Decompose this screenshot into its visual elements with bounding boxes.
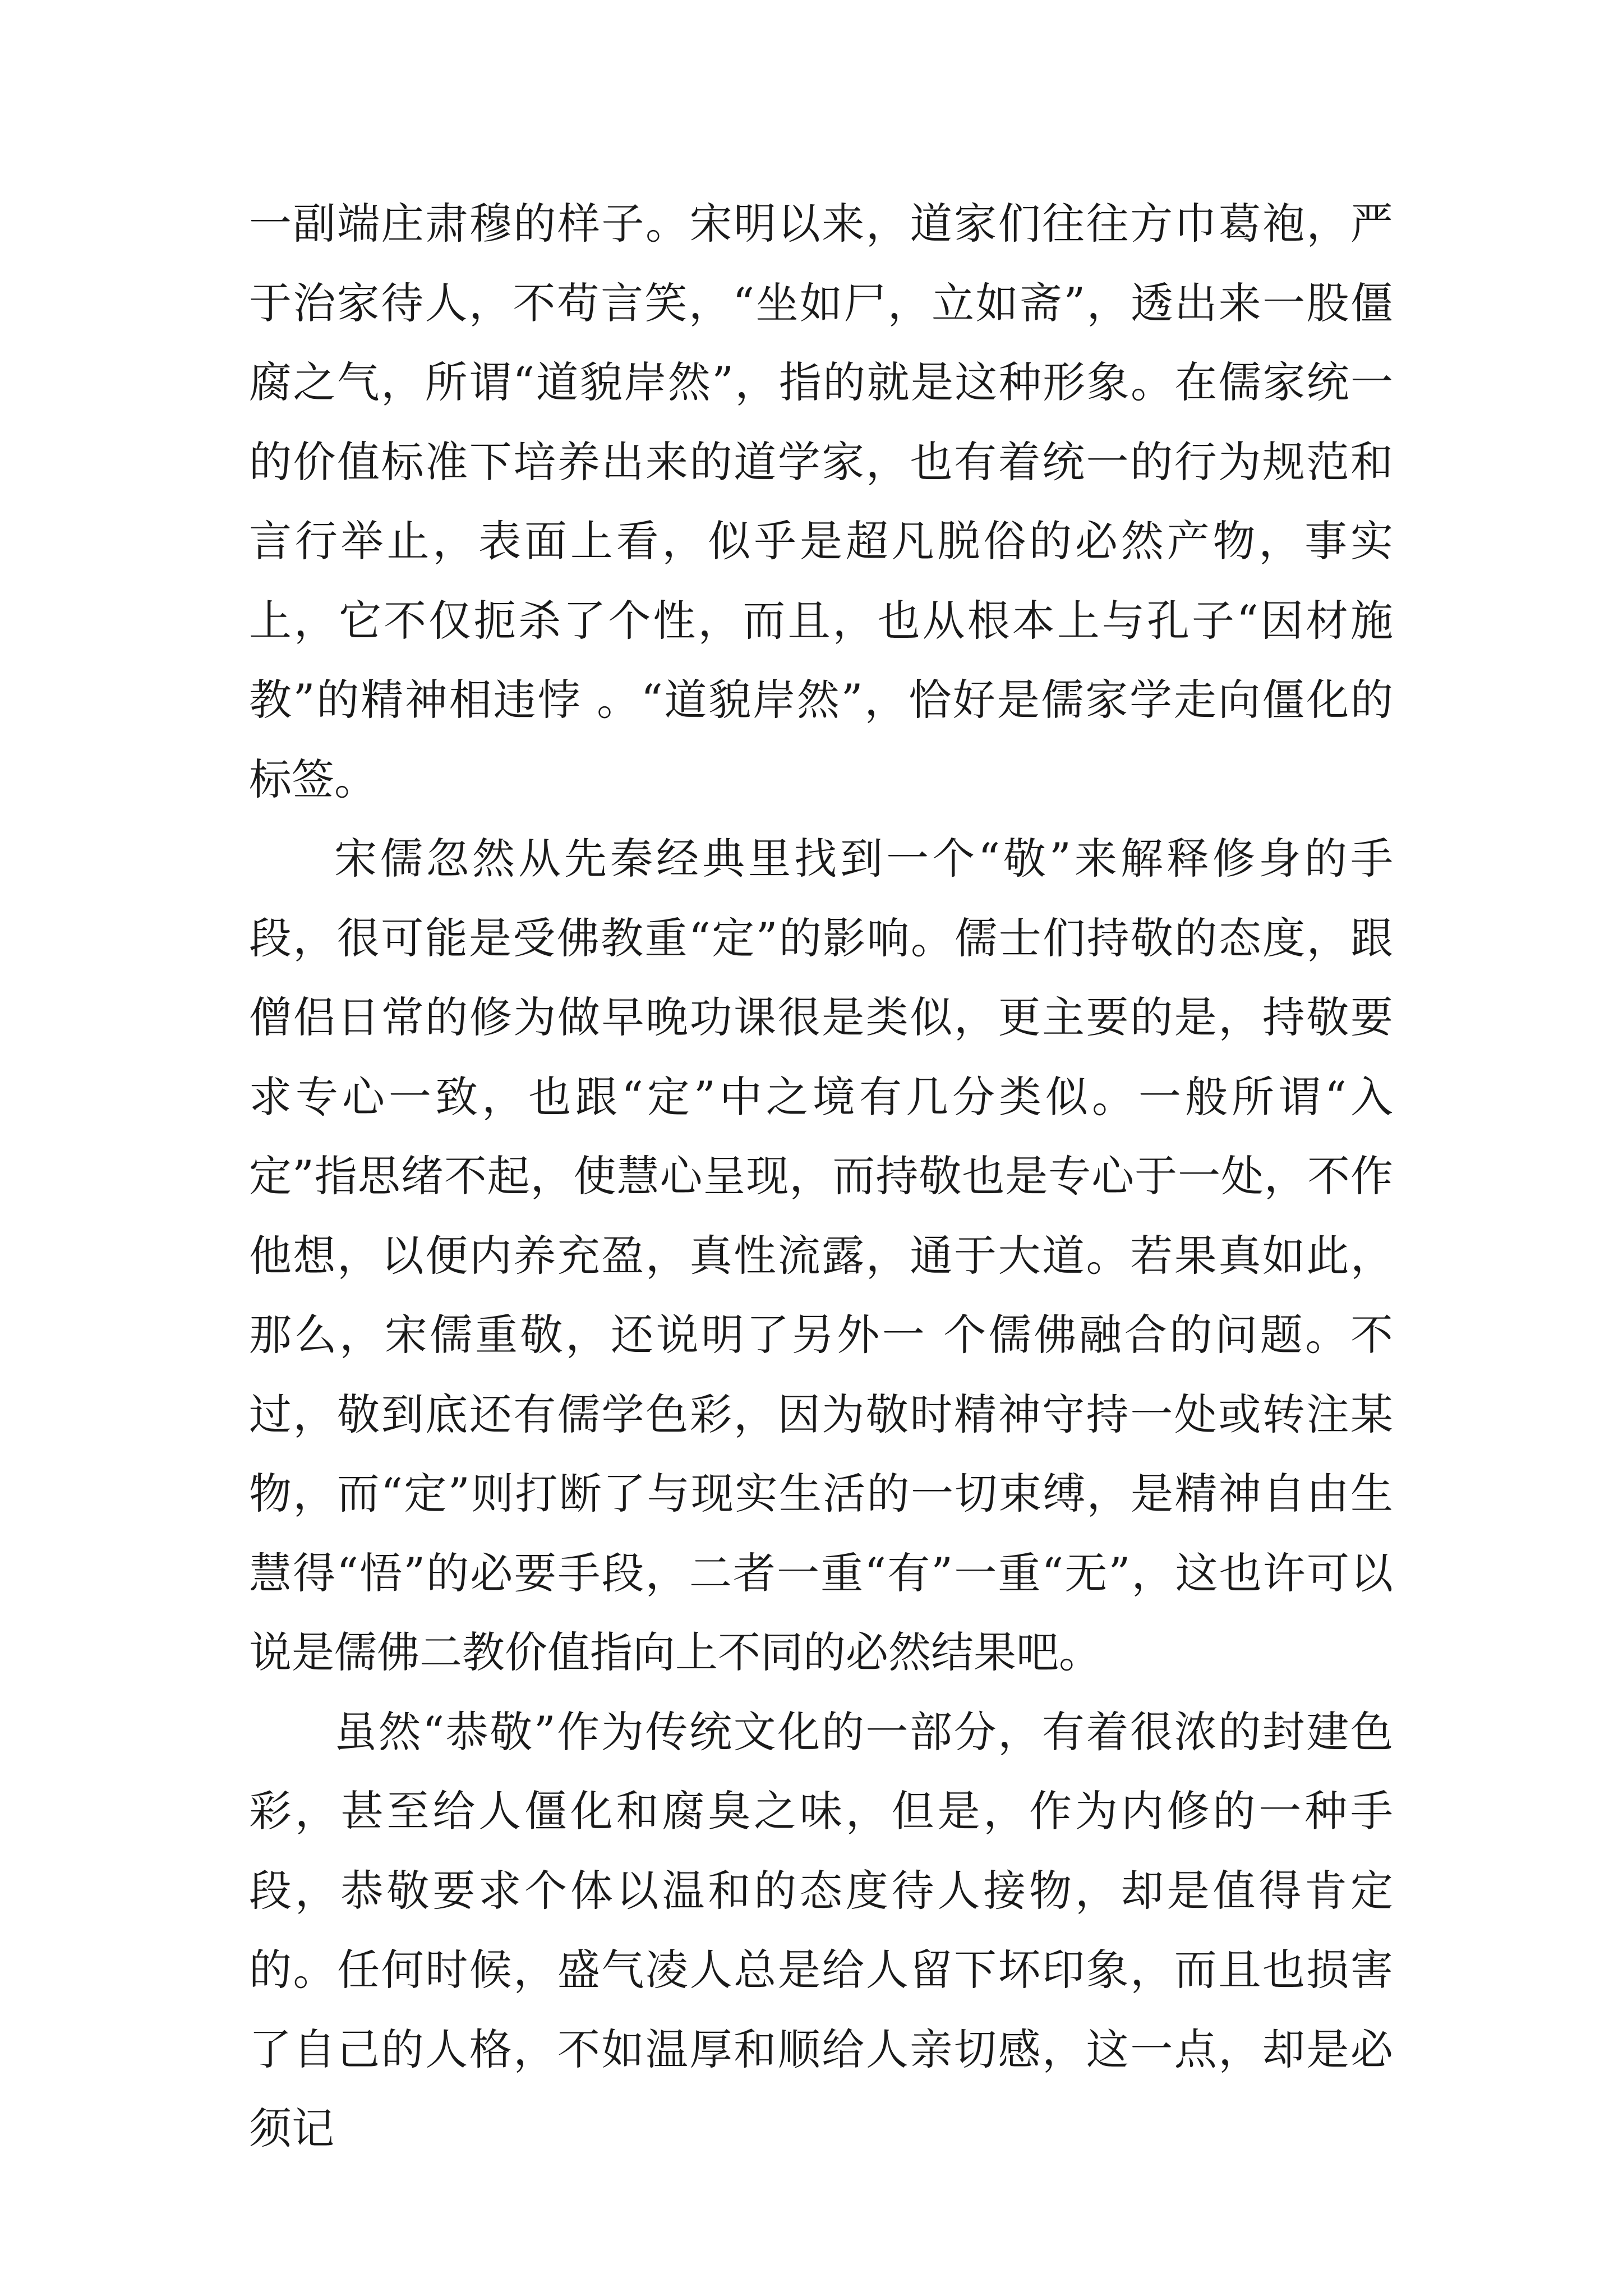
paragraph-respect-as-cultivation: 虽然“恭敬”作为传统文化的一部分，有着很浓的封建色彩，甚至给人僵化和腐臭之味，但是，作为内修的一种手段，恭敬要求个体以温和的态度待人接物，却是值得肯定的。任何时候，盛气凌人总是给人留下坏印象，而且也损害了自己的人格，不如温厚和顺给人亲切感，这一点，却是必须记	[249, 1706, 1393, 2154]
paragraph-continuation: 一副端庄肃穆的样子。宋明以来，道家们往往方巾葛袍，严于治家待人，不苟言笑，“坐如尸，立如斋”，透出来一股僵腐之气，所谓“道貌岸然”，指的就是这种形象。在儒家统一的价值标准下培养出来的道学家，也有着统一的行为规范和言行举止，表面上看，似乎是超凡脱俗的必然产物，事实上，它不仅扼杀了个性，而且，也从根本上与孔子“因材施教”的精神相违悖 。“道貌岸然”，恰好是儒家学走向僵化的标签。	[249, 199, 1393, 804]
body-text	[249, 184, 1393, 2169]
paragraph-song-confucian-reverence: 宋儒忽然从先秦经典里找到一个“敬”来解释修身的手段，很可能是受佛教重“定”的影响。儒士们持敬的态度，跟僧侣日常的修为做早晚功课很是类似，更主要的是，持敬要求专心一致，也跟“定”中之境有几分类似。一般所谓“入定”指思绪不起，使慧心呈现，而持敬也是专心于一处，不作他想，以便内养充盈，真性流露，通于大道。若果真如此，那么，宋儒重敬，还说明了另外一 个儒佛融合的问题。不过，敬到底还有儒学色彩，因为敬时精神守持一处或转注某物，而“定”则打断了与现实生活的一切束缚，是精神自由生慧得“悟”的必要手段，二者一重“有”一重“无”，这也许可以说是儒佛二教价值指向上不同的必然结果吧。	[249, 834, 1393, 1677]
